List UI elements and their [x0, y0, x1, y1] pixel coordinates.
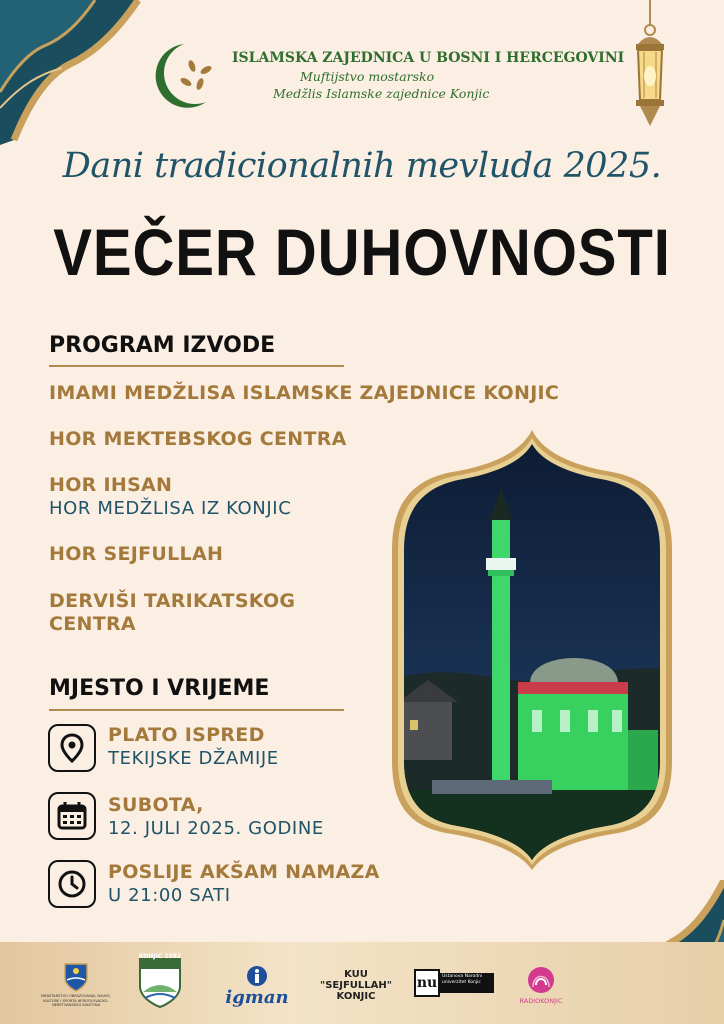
crescent-logo-icon [148, 40, 220, 112]
event-series-title: Dani tradicionalnih mevluda 2025. [62, 146, 662, 186]
ministry-logo-text: MINISTARSTVO OBRAZOVANJA, NAUKE, KULTURE I SPORTA HERCEGOVAČKO-NERETVANSKOG KANTONA [41, 994, 111, 1008]
clock-icon [48, 860, 96, 908]
lantern-icon [628, 0, 672, 134]
corner-ornament [0, 0, 150, 150]
konjic-logo [134, 950, 186, 1016]
program-item: IMAMI MEDŽLISA ISLAMSKE ZAJEDNICE KONJIC [49, 382, 560, 404]
date-line2: 12. JULI 2025. GODINE [108, 818, 324, 839]
time-line2: U 21:00 SATI [108, 885, 231, 906]
igman-logo-text: igman [225, 986, 289, 1008]
organization-subtitle: Muftijstvo mostarsko [300, 69, 435, 84]
kuu-logo [316, 956, 396, 1014]
konjic-logo-text: KONJIC 1382 [138, 953, 182, 960]
nuk-logo-text: Ustanova Narodni univerzitet Konjic [440, 973, 494, 993]
program-item-subtitle: HOR MEDŽLISA IZ KONJIC [49, 498, 292, 519]
program-item: HOR IHSAN [49, 474, 173, 496]
organization-name: ISLAMSKA ZAJEDNICA U BOSNI I HERCEGOVINI [232, 50, 625, 66]
ministry-logo [34, 952, 118, 1018]
date-line1: SUBOTA, [108, 794, 204, 816]
mosque-photo [392, 430, 672, 870]
radio-konjic-logo [510, 958, 572, 1012]
program-heading: PROGRAM IZVODE [49, 333, 276, 358]
program-item: HOR MEKTEBSKOG CENTRA [49, 428, 347, 450]
igman-logo [212, 956, 302, 1016]
location-line2: TEKIJSKE DŽAMIJE [108, 748, 279, 769]
organization-subtitle: Medžlis Islamske zajednice Konjic [273, 86, 490, 101]
kuu-line3: KONJIC [336, 990, 376, 1002]
location-line1: PLATO ISPRED [108, 724, 265, 746]
place-time-heading: MJESTO I VRIJEME [49, 676, 270, 701]
location-pin-icon [48, 724, 96, 772]
radio-konjic-logo-text: RADIOKONJIC [519, 997, 563, 1005]
nuk-logo-mark: nu [414, 969, 440, 997]
kuu-line2: "SEJFULLAH" [320, 979, 392, 991]
kuu-line1: KUU [344, 968, 368, 980]
main-title: VEČER DUHOVNOSTI [53, 215, 671, 289]
section-divider [49, 709, 344, 711]
time-line1: POSLIJE AKŠAM NAMAZA [108, 861, 380, 883]
sponsor-footer [0, 942, 724, 1024]
nuk-logo [414, 968, 494, 998]
program-item: HOR SEJFULLAH [49, 543, 224, 565]
calendar-icon [48, 792, 96, 840]
program-item: DERVIŠI TARIKATSKOG [49, 590, 296, 612]
program-item: CENTRA [49, 613, 136, 635]
section-divider [49, 365, 344, 367]
